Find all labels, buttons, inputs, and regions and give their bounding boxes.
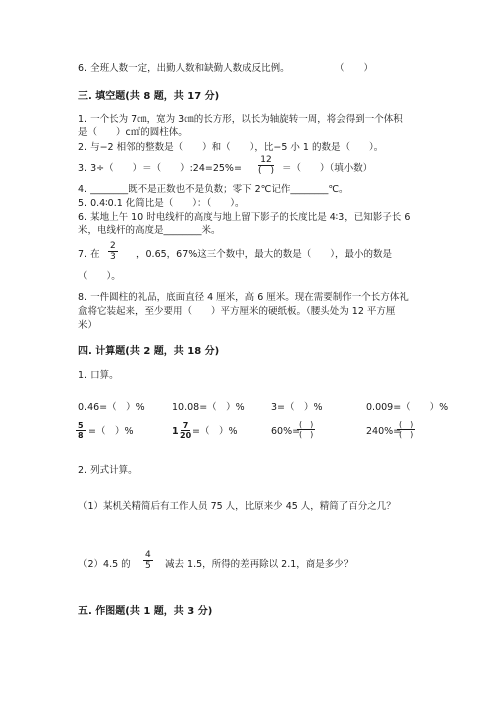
- fill-q8-line1: 8. 一件圆柱的礼品，底面直径 4 厘米，高 6 厘米。现在需要制作一个长方体礼: [78, 292, 409, 303]
- fraction-denominator: ( ): [399, 430, 414, 439]
- oral-calc-r2c2-whole: 1: [172, 426, 179, 437]
- fraction-numerator: 2: [110, 241, 116, 251]
- fraction-numerator: 12: [260, 155, 272, 165]
- oral-calc-r2c4-head: 240%=: [366, 426, 402, 437]
- fraction-numerator: ( ): [399, 420, 414, 429]
- oral-calc-r2c4-fraction: [397, 420, 415, 439]
- fill-q4: 4. ________既不是正数也不是负数；零下 2℃记作________℃。: [78, 184, 349, 195]
- fraction-numerator: 5: [78, 421, 84, 430]
- oral-calc-r2c2-tail: =（ ）%: [192, 426, 238, 437]
- judgment-answer-blank[interactable]: （ ）: [335, 63, 374, 74]
- fill-q7-fraction: [108, 241, 118, 262]
- oral-calc-r1c2: 10.08=（ ）%: [172, 402, 245, 413]
- oral-calc-r1c1: 0.46=（ ）%: [78, 402, 145, 413]
- list-calc-title: 2. 列式计算。: [78, 465, 138, 476]
- list-calc-problem-2-part-b: 减去 1.5，所得的差再除以 2.1，商是多少？: [165, 559, 354, 570]
- fill-q2: 2. 与−2 相邻的整数是（ ）和（ ），比−5 小 1 的数是（ ）。: [78, 142, 384, 153]
- fraction-denominator: 8: [78, 431, 84, 440]
- fraction-denominator: 5: [145, 561, 151, 571]
- fill-q1-line2: 是（ ）c㎡的圆柱体。: [78, 127, 188, 138]
- fraction-denominator: ( ): [258, 166, 275, 176]
- fraction-denominator: 3: [110, 252, 116, 262]
- judgment-question-6-text: 6. 全班人数一定，出勤人数和缺勤人数成反比例。: [78, 63, 290, 74]
- oral-calc-r2c2-fraction: [178, 421, 193, 440]
- oral-calc-r1c3: 3=（ ）%: [271, 402, 323, 413]
- fill-q1-line1: 1. 一个长为 7㎝，宽为 3㎝的长方形，以长为轴旋转一周，将会得到一个体积: [78, 114, 403, 125]
- fraction-numerator: 4: [145, 550, 151, 560]
- fraction-denominator: 20: [180, 431, 192, 440]
- oral-calc-r2c3-fraction: [297, 420, 315, 439]
- judgment-question-6: [78, 62, 290, 75]
- fill-q7-part-b: ，0.65，67%这三个数中，最大的数是（ ），最小的数是: [136, 249, 393, 260]
- list-calc-problem-2-fraction: [143, 550, 153, 571]
- oral-calc-r1c4: 0.009=（ ）%: [366, 402, 449, 413]
- fill-q3-part-b: ＝（ ）（填小数）: [282, 163, 373, 174]
- fill-q7-part-a: 7. 在: [78, 249, 100, 260]
- section-4-title: 四. 计算题(共 2 题，共 18 分): [78, 346, 220, 357]
- fill-q8-line3: 米）: [78, 320, 98, 331]
- oral-calc-r2c3-head: 60%=: [271, 426, 301, 437]
- list-calc-problem-1: （1）某机关精简后有工作人员 75 人，比原来少 45 人，精简了百分之几？: [78, 501, 396, 512]
- list-calc-problem-2-part-a: （2）4.5 的: [78, 559, 131, 570]
- fraction-denominator: ( ): [299, 430, 314, 439]
- oral-calc-r2c1-tail: =（ ）%: [88, 426, 134, 437]
- fill-q8-line2: 盒将它装起来，至少要用（ ）平方厘米的硬纸板。（腰头处为 12 平方厘: [78, 306, 396, 317]
- fill-q3-part-a: 3. 3÷（ ）＝（ ）:24=25%=: [78, 163, 242, 174]
- fill-q6-line1: 6. 某地上午 10 时电线杆的高度与地上留下影子的长度比是 4∶3，已知影子长 6: [78, 212, 411, 223]
- fraction-numerator: ( ): [299, 420, 314, 429]
- section-3-title: 三. 填空题(共 8 题，共 17 分): [78, 91, 220, 102]
- fraction-numerator: 7: [182, 421, 189, 430]
- oral-calc-title: 1. 口算。: [78, 370, 119, 381]
- fill-q5: 5. 0.4∶0.1 化简比是（ ）：（ ）。: [78, 198, 245, 209]
- fill-q6-line2: 米，电线杆的高度是________米。: [78, 225, 221, 236]
- fill-q7-part-c: （ ）。: [78, 271, 121, 282]
- section-5-title: 五. 作图题(共 1 题，共 3 分): [78, 606, 213, 617]
- fill-q3-fraction: [256, 155, 276, 176]
- oral-calc-r2c1-fraction: [76, 421, 86, 440]
